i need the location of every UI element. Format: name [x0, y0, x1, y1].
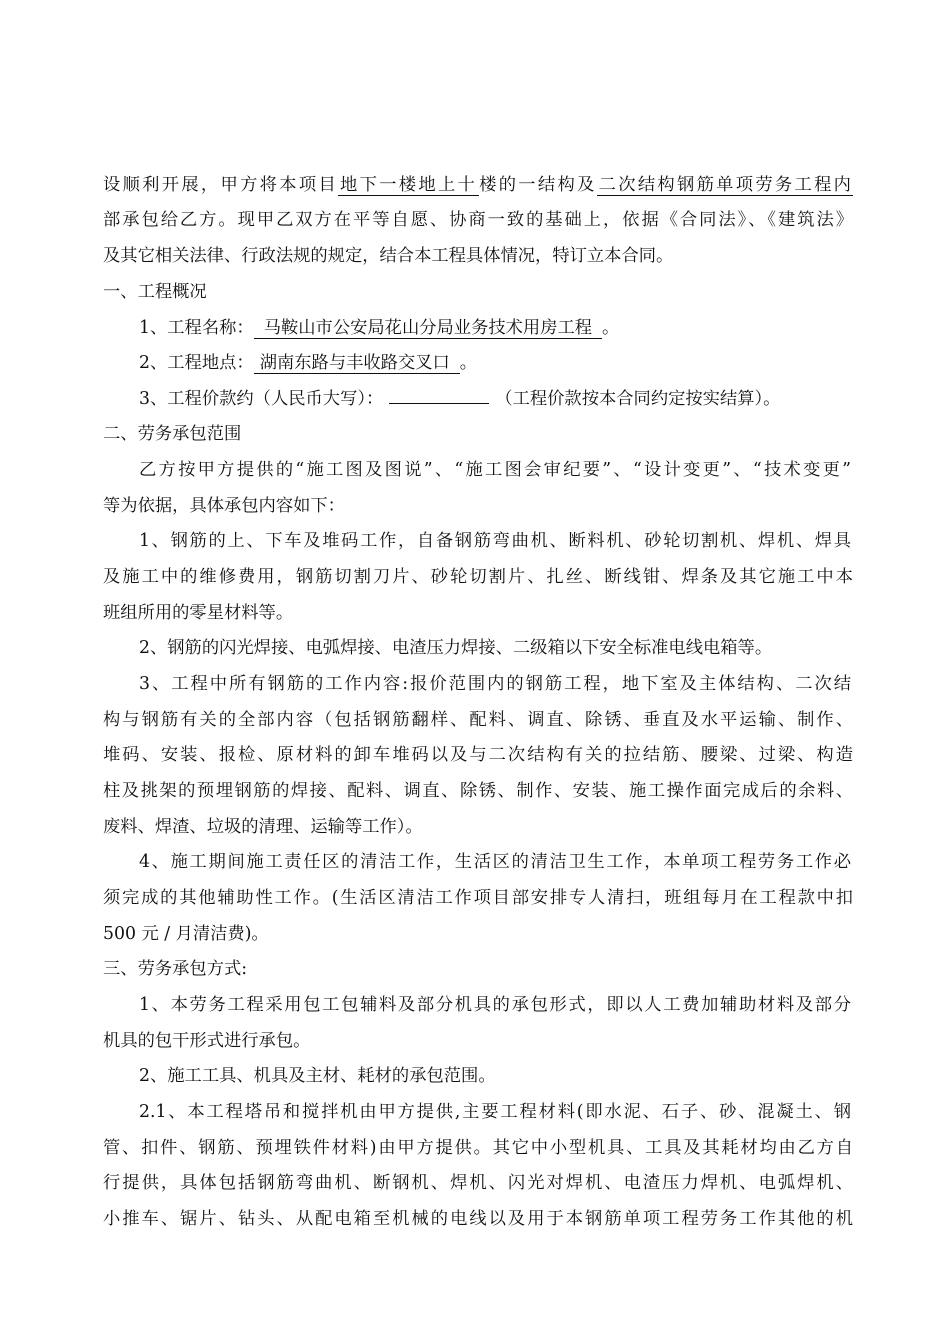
body-line: 2、钢筋的闪光焊接、电弧焊接、电渣压力焊接、二级箱以下安全标准电线电箱等。	[139, 638, 773, 658]
body-line: 柱及挑架的预埋钢筋的焊接、配料、调直、除锈、制作、安装、施工操作面完成后的余料、	[103, 781, 853, 801]
project-location-value: 湖南东路与丰收路交叉口	[254, 353, 460, 374]
body-line: 3、工程中所有钢筋的工作内容:报价范围内的钢筋工程，地下室及主体结构、二次结	[139, 674, 851, 694]
section-title: 三、劳务承包方式:	[103, 959, 248, 979]
project-price-line	[139, 389, 851, 411]
body-line: 构与钢筋有关的全部内容（包括钢筋翻样、配料、调直、除锈、垂直及水平运输、制作、	[103, 710, 853, 730]
body-line: 小推车、锯片、钻头、从配电箱至机械的电线以及用于本钢筋单项工程劳务工作其他的机	[103, 1209, 853, 1229]
text-run: 。	[459, 353, 478, 373]
body-line: 4、施工期间施工责任区的清洁工作，生活区的清洁卫生工作，本单项工程劳务工作必	[139, 852, 851, 872]
body-line: 乙方按甲方提供的“施工图及图说”、“施工图会审纪要”、“设计变更”、“技术变更”	[139, 460, 851, 480]
project-name-line	[139, 318, 851, 340]
project-name-value: 马鞍山市公安局花山分局业务技术用房工程	[254, 318, 602, 339]
field-label: 2、工程地点：	[139, 353, 254, 373]
body-line: 堆码、安装、报检、原材料的卸车堆码以及与二次结构有关的拉结筋、腰梁、过梁、构造	[103, 745, 853, 765]
price-note: （工程价款按本合同约定按实结算）。	[495, 389, 781, 409]
project-location-line	[139, 353, 851, 375]
text-run: 楼的一结构及	[479, 175, 597, 195]
field-label: 1、工程名称：	[139, 318, 254, 338]
body-line: 及其它相关法律、行政法规的规定，结合本工程具体情况，特订立本合同。	[103, 246, 674, 266]
body-line: 须完成的其他辅助性工作。(生活区清洁工作项目部安排专人清扫，班组每月在工程款中扣	[103, 888, 853, 908]
body-line: 2、施工工具、机具及主材、耗材的承包范围。	[139, 1066, 496, 1086]
body-line: 机具的包干形式进行承包。	[103, 1031, 311, 1051]
text-run: 设顺利开展，甲方将本项目	[103, 175, 339, 195]
body-line: 等为依据，具体承包内容如下：	[103, 496, 345, 516]
work-scope-field: 二次结构钢筋单项劳务工程内	[598, 175, 851, 195]
body-line: 班组所用的零星材料等。	[103, 603, 294, 623]
body-line: 及施工中的维修费用，钢筋切割刀片、砂轮切割片、扎丝、断线钳、焊条及其它施工中本	[103, 567, 853, 587]
text-run: 。	[602, 318, 620, 338]
body-line	[103, 175, 853, 197]
body-line: 2.1、本工程塔吊和搅拌机由甲方提供,主要工程材料(即水泥、石子、砂、混凝土、钢	[139, 1102, 851, 1122]
body-line: 1、本劳务工程采用包工包辅料及部分机具的承包形式，即以人工费加辅助材料及部分	[139, 995, 851, 1015]
section-title: 一、工程概况	[103, 282, 207, 302]
field-label: 3、工程价款约（人民币大写）：	[139, 389, 384, 409]
project-scope-field: 地下一楼地上十	[340, 175, 478, 195]
body-line: 行提供，具体包括钢筋弯曲机、断钢机、焊机、闪光对焊机、电渣压力焊机、电弧焊机、	[103, 1173, 853, 1193]
section-title: 二、劳务承包范围	[103, 424, 242, 444]
price-blank	[389, 389, 489, 404]
body-line: 500 元 / 月清洁费)。	[103, 924, 269, 944]
body-line: 1、钢筋的上、下车及堆码工作，自备钢筋弯曲机、断料机、砂轮切割机、焊机、焊具	[139, 531, 851, 551]
body-line: 废料、焊渣、垃圾的清理、运输等工作）。	[103, 817, 423, 837]
body-line: 部承包给乙方。现甲乙双方在平等自愿、协商一致的基础上，依据《合同法》、《建筑法》	[103, 210, 853, 230]
body-line: 管、扣件、钢筋、预埋铁件材料)由甲方提供。其它中小型机具、工具及其耗材均由乙方自	[103, 1138, 853, 1158]
